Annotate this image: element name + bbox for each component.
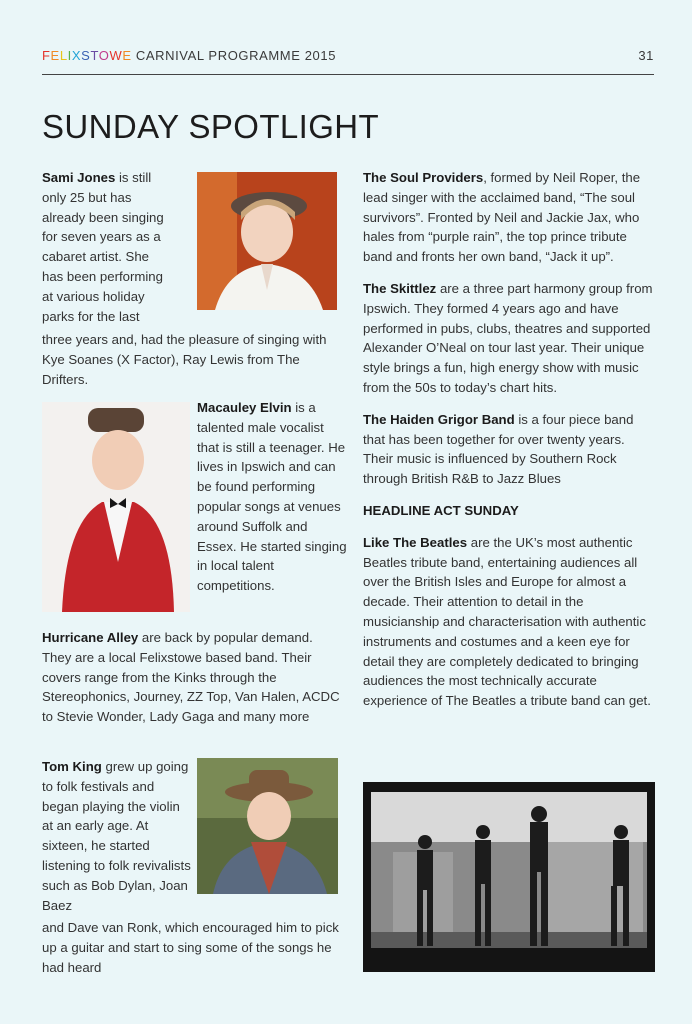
haiden-grigor-section — [363, 410, 657, 489]
sami-line-1: only 25 but has — [42, 189, 132, 205]
skittlez-text: are a three part harmony group from Ipswich. They formed 4 years ago and have performed in pubs, clubs, theatres and supported Alexander O’Neal on tour last year. Their unique style brings a fun, high energy show with music from the 50s to today’s chart hits. — [363, 280, 653, 395]
sami-line-4: cabaret artist. She — [42, 249, 150, 265]
macauley-elvin-text: is a talented male vocalist that is still a teenager. He lives in Ipswich and can be found performing popular songs at venues around Suffolk and Essex. He started singing in local talent competitions. — [197, 400, 347, 594]
macauley-elvin-section — [197, 398, 347, 596]
beatles-text: are the UK’s most authentic Beatles tribute band, entertaining audiences all over the British Isles and Europe for almost a decade. Their attention to detail in the musicianship and characterisation with authentic instruments and costumes and a keen eye for detail they are completely dedicated to bringing audiences the most technically accurate experience of The Beatles a tribute band can get. — [363, 534, 651, 709]
soul-providers-name: The Soul Providers — [363, 170, 484, 185]
tom-king-continued — [42, 918, 342, 977]
headline-heading: HEADLINE ACT SUNDAY — [363, 502, 519, 518]
hurricane-alley-name: Hurricane Alley — [42, 630, 139, 645]
beatles-section — [363, 533, 657, 711]
brand-letter: I — [67, 48, 72, 63]
sami-line-7: parks for the last — [42, 308, 140, 324]
sami-jones-intro — [42, 168, 192, 326]
tom-king-text-continued: and Dave van Ronk, which encouraged him to pick up a guitar and start to sing some of the songs he had heard — [42, 920, 339, 975]
soul-providers-section — [363, 168, 657, 267]
sami-line-3: for seven years as a — [42, 229, 161, 245]
running-header — [42, 48, 654, 70]
sami-line-5: has been performing — [42, 268, 163, 284]
brand-letter: S — [81, 48, 91, 63]
soul-providers-text: , formed by Neil Roper, the lead singer with the acclaimed band, “The soul survivors”. Fronted by Neil and Jackie Jax, who hales from “purple rain”, the top prince tribute band and fronts her own band, “Jack it up”. — [363, 170, 641, 265]
tom-king-section — [42, 757, 192, 915]
hurricane-alley-section — [42, 628, 342, 727]
macauley-elvin-photo — [42, 402, 190, 612]
skittlez-section — [363, 279, 657, 398]
tom-king-text: grew up going to folk festivals and began playing the violin at an early age. At sixteen, he started listening to folk revivalists such as Bob Dylan, Joan Baez — [42, 759, 191, 913]
beatles-name: Like The Beatles — [363, 534, 468, 550]
sami-jones-continued — [42, 330, 342, 389]
brand-letter: E — [50, 48, 60, 63]
brand-letter: X — [71, 48, 82, 63]
tom-king-name: Tom King — [42, 759, 102, 774]
header-rule — [42, 74, 654, 75]
hurricane-alley-text: are back by popular demand. They are a local Felixstowe based band. Their covers range from the Kinks through the Stereophonics, Journey, ZZ Top, Van Halen, ACDC to Stevie Wonder, Lady Gaga and many more — [42, 630, 340, 725]
haiden-grigor-text: is a four piece band that has been together for over twenty years. Their music is influenced by Southern Rock through British R&B to Jazz Blues — [363, 411, 634, 487]
publication-brand — [42, 48, 132, 63]
brand-letter: F — [42, 48, 51, 63]
right-column — [363, 168, 657, 723]
sami-jones-photo — [197, 172, 337, 310]
brand-letter: W — [109, 48, 123, 63]
page-number: 31 — [638, 48, 654, 63]
brand-letter: O — [98, 48, 110, 63]
skittlez-name: The Skittlez — [363, 280, 437, 296]
tom-king-photo — [197, 758, 338, 894]
publication-title: CARNIVAL PROGRAMME 2015 — [131, 48, 337, 63]
sami-line-6: at various holiday — [42, 288, 145, 304]
page-title: SUNDAY SPOTLIGHT — [42, 108, 380, 145]
sami-line-2: already been singing — [42, 209, 164, 225]
brand-letter: E — [122, 48, 132, 63]
haiden-grigor-name: The Haiden Grigor Band — [363, 411, 515, 427]
macauley-elvin-name: Macauley Elvin — [197, 400, 292, 415]
sami-jones-name: Sami Jones — [42, 170, 116, 185]
brand-letter: T — [90, 48, 99, 63]
sami-jones-text: three years and, had the pleasure of singing with Kye Soanes (X Factor), Ray Lewis from The Drifters. — [42, 332, 327, 387]
brand-letter: L — [59, 48, 68, 63]
sami-line-0: is still — [115, 170, 152, 185]
beatles-photo — [363, 782, 655, 972]
